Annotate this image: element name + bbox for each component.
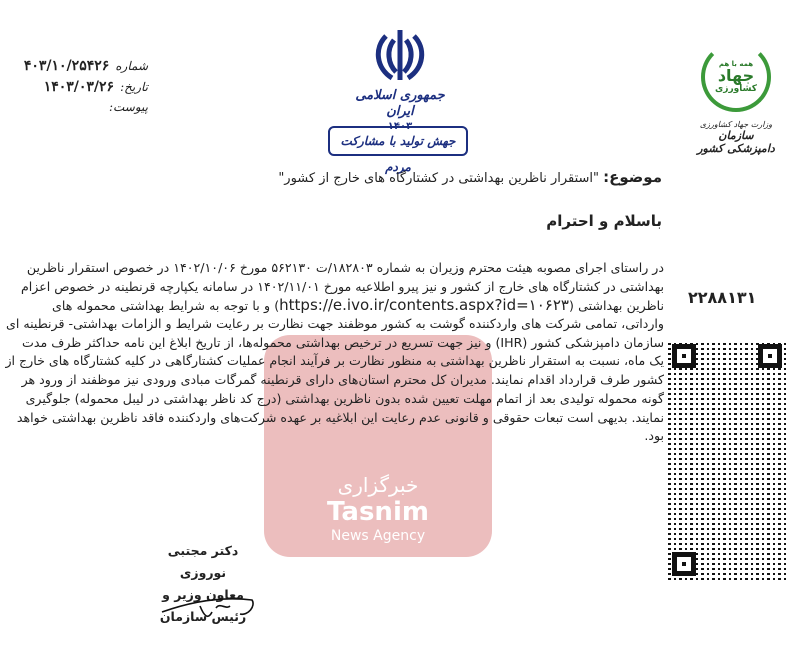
logo-sub: کشاورزی xyxy=(715,84,757,94)
body-text: و با توجه به شرایط بهداشتی محموله های xyxy=(52,298,271,314)
number-label: شماره xyxy=(115,59,148,73)
attachment-label: پیوست: xyxy=(108,100,148,114)
signatory-name: دکتر مجتبی نوروزی xyxy=(167,543,239,580)
reference-link[interactable]: https://e.ivo.ir/contents.aspx?id=۱۰۶۲۳ xyxy=(279,296,569,315)
letter-body xyxy=(5,259,664,446)
body-line: در راستای اجرای مصوبه هیئت محترم وزیران به شماره ۱۸۲۸۰۳/ت ۵۶۲۱۳۰ مورخ ۱۴۰۲/۱۰/۰۶ در خصوص استقرار ناظرین xyxy=(26,260,664,275)
organization-name: سازمان دامپزشکی کشور xyxy=(697,129,775,155)
watermark-sub: News Agency xyxy=(330,528,426,544)
handwritten-signature xyxy=(160,592,260,622)
body-line: بود. xyxy=(644,428,664,444)
body-line: کشور طرف قرارداد اقدام نمایند. مدیران کل محترم استان‌های دارای قرنطینه گمرگات مبادی ورودی نیز موظفند از ورود هر xyxy=(21,372,664,388)
jihad-agriculture-logo xyxy=(696,42,776,155)
body-line: بهداشتی در کشتارگاه های خارج از کشور و نیز پیرو اطلاعیه مورخ ۱۴۰۲/۱۱/۰۱ در سامانه یکپارچه قرنطینه در خصوص اعزام xyxy=(21,278,664,294)
signatory-title: معاون وزیر و رئیس سازمان xyxy=(159,587,247,624)
emblem-icon xyxy=(370,26,430,84)
letter-date: ۱۴۰۳/۰۳/۲۶ xyxy=(43,79,115,95)
reference-number: ۲۲۸۸۱۳۱ xyxy=(688,288,757,307)
body-line: وارداتی، تمامی شرکت های واردکننده گوشت به کشور موظفند جهت نظارت بر رعایت شرایط و الزامات بهداشتی- قرنطینه ای xyxy=(6,316,664,332)
logo-main: جهاد xyxy=(717,66,755,85)
body-line: گونه محموله تولیدی بعد از اتمام مهلت تعیین شده بدون ناظرین بهداشتی (درج کد ناظر بهداشتی در لیبل محموله) جلوگیری xyxy=(25,390,664,406)
letter-meta xyxy=(18,58,148,121)
logo-top: همه با هم xyxy=(718,60,754,68)
greeting: باسلام و احترام xyxy=(546,212,662,230)
body-text: ناظرین بهداشتی ( xyxy=(568,298,664,314)
body-line: ناظرین بهداشتی (https://e.ivo.ir/contents.aspx?id=۱۰۶۲۳) و با توجه به شرایط بهداشتی محموله های xyxy=(52,296,664,315)
body-line: نمایند. بدیهی است تبعات حقوقی و قانونی عدم رعایت این ابلاغیه بر عهده شرکت‌های واردکننده فاقد ناظرین بهداشتی خواهد xyxy=(16,409,664,425)
letter-number: ۴۰۳/۱۰/۲۵۴۲۶ xyxy=(23,58,110,74)
emblem-country: جمهوری اسلامی ایران xyxy=(355,88,445,119)
slogan-banner: جهش تولید با مشارکت مردم xyxy=(328,126,468,156)
subject-line xyxy=(278,168,662,186)
ministry-name: وزارت جهاد کشاورزی xyxy=(699,120,773,129)
subject-label: موضوع: xyxy=(603,168,662,186)
watermark-en: Tasnim xyxy=(327,497,429,527)
subject-text: "استقرار ناظرین بهداشتی در کشتارگاه های خارج از کشور" xyxy=(278,171,600,186)
iran-emblem xyxy=(340,26,460,133)
wheat-wreath-icon xyxy=(701,42,771,112)
body-line: سازمان دامپزشکی کشور (IHR) و نیز جهت تسریع در ترخیص بهداشتی محموله‌ها، از تاریخ ابلاغ این نامه حداکثر ظرف مدت xyxy=(22,334,664,350)
body-line: یک ماه، نسبت به استقرار ناظرین بهداشتی به منظور نظارت بر فرآیند انجام عملیات کشتارگاهی در کلیه کشتارگاه های خارج از xyxy=(5,353,664,369)
watermark-fa: خبرگزاری xyxy=(337,473,419,497)
date-label: تاریخ: xyxy=(120,80,148,94)
emblem-year: ۱۴۰۳ xyxy=(387,121,413,132)
qr-code xyxy=(668,340,786,580)
